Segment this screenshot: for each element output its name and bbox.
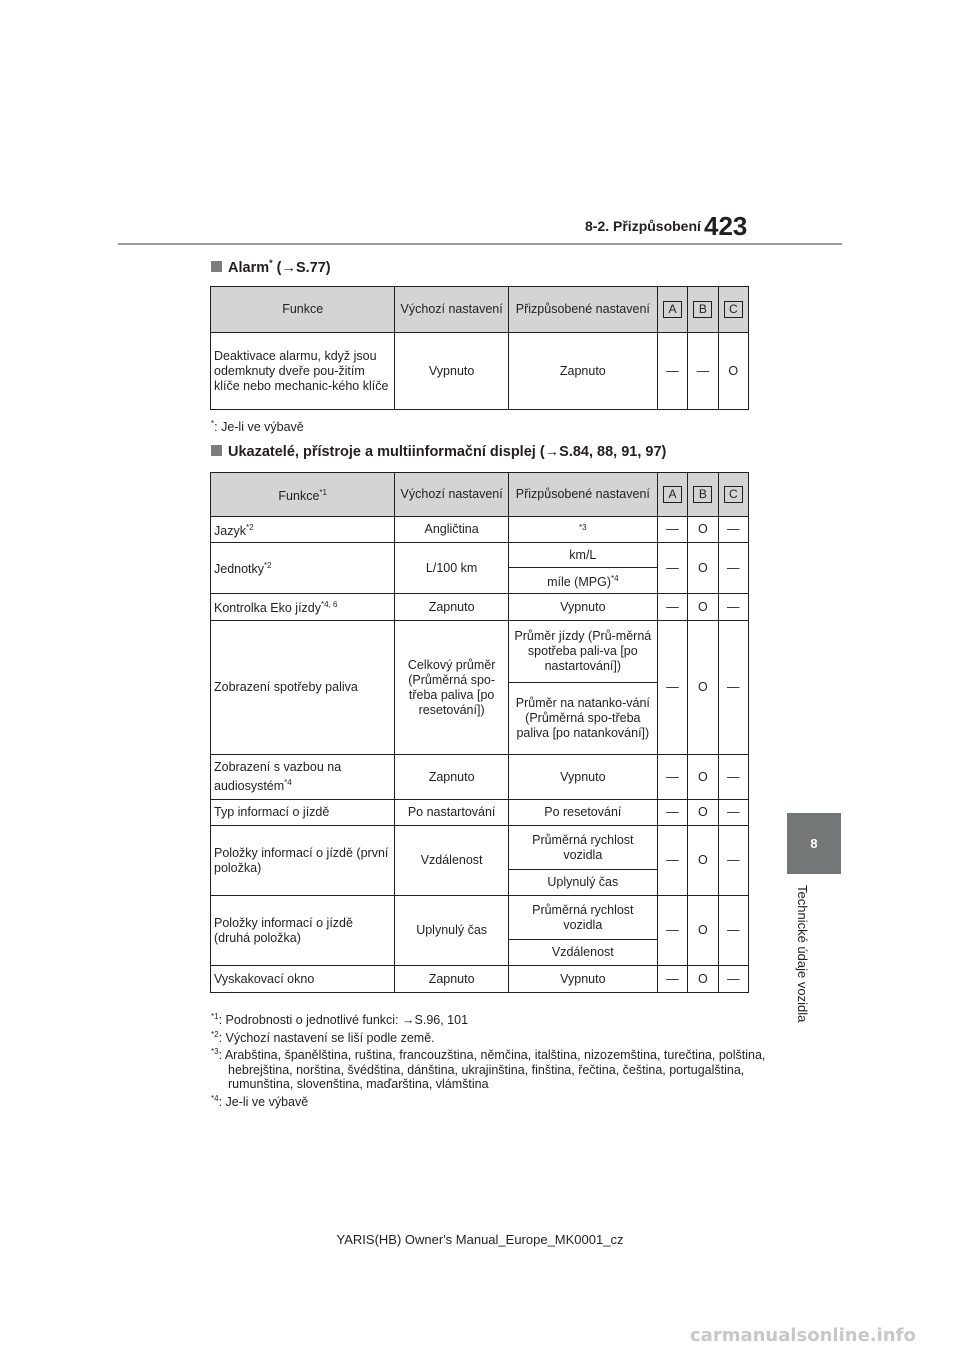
table-row (211, 333, 749, 410)
cell-default: Po nastartování (395, 800, 508, 826)
cell-custom: Vypnuto (508, 966, 657, 993)
cell-function (211, 755, 395, 800)
cell-default: Zapnuto (395, 755, 508, 800)
bullet-square-icon (211, 261, 222, 272)
cell-default: Celkový průměr (Průměrná spo-třeba paliva [po resetování]) (395, 621, 508, 755)
cell-c: — (718, 594, 748, 621)
cell-custom: Průměrná rychlost vozidla (508, 896, 657, 940)
cell-c: — (718, 800, 748, 826)
cell-custom: Vypnuto (508, 755, 657, 800)
cell-a: — (657, 517, 687, 543)
cell-default: Vzdálenost (395, 826, 508, 896)
cell-custom: km/L (508, 543, 657, 568)
alarm-title: Alarm (228, 259, 270, 276)
col-c (718, 473, 748, 517)
chapter-tab (787, 813, 841, 874)
col-a-box: A (663, 486, 682, 503)
cell-b: O (688, 543, 718, 594)
cell-function-text: Jednotky (214, 562, 265, 577)
gauges-title: Ukazatelé, přístroje a multiinformační displej (→S.84, 88, 91, 97) (228, 444, 667, 460)
cell-default: Uplynulý čas (395, 896, 508, 966)
cell-default: Angličtina (395, 517, 508, 543)
cell-c: — (718, 896, 748, 966)
cell-default: L/100 km (395, 543, 508, 594)
note-mark: * (211, 419, 215, 428)
col-default: Výchozí nastavení (395, 473, 508, 517)
table-row (211, 800, 749, 826)
footer-manual-id: YARIS(HB) Owner's Manual_Europe_MK0001_cz (336, 1232, 624, 1247)
footnote-text: : Podrobnosti o jednotlivé funkci: →S.96, 101 (218, 1013, 469, 1028)
gauges-heading (211, 444, 666, 460)
col-function-sup: *1 (319, 487, 327, 497)
footnote-mark: *2 (211, 1029, 219, 1039)
cell-default: Zapnuto (395, 594, 508, 621)
col-custom: Přizpůsobené nastavení (508, 287, 657, 333)
cell-b: O (688, 896, 718, 966)
alarm-ref: (→S.77) (272, 259, 331, 276)
cell-function: Typ informací o jízdě (211, 800, 395, 826)
cell-c: O (718, 333, 748, 410)
footnote (211, 1045, 771, 1092)
table-row (211, 755, 749, 800)
cell-function-sup: *2 (264, 561, 272, 571)
col-b-box: B (693, 486, 712, 503)
alarm-title-sup: * (269, 258, 273, 268)
footnote-text: : Výchozí nastavení se liší podle země. (218, 1030, 435, 1045)
cell-c: — (718, 543, 748, 594)
alarm-table (210, 286, 749, 410)
col-a-box: A (663, 301, 682, 318)
col-function (211, 473, 395, 517)
cell-custom: Zapnuto (508, 333, 657, 410)
cell-function-sup: *4, 6 (321, 600, 338, 610)
cell-b: O (688, 621, 718, 755)
alarm-heading (211, 258, 331, 276)
table-row (211, 543, 749, 568)
cell-a: — (657, 896, 687, 966)
cell-default: Zapnuto (395, 966, 508, 993)
header-divider (118, 243, 842, 245)
col-b (688, 473, 718, 517)
table-row (211, 966, 749, 993)
cell-c: — (718, 966, 748, 993)
watermark: carmanualsonline.info (690, 1325, 916, 1346)
col-b (688, 287, 718, 333)
col-default: Výchozí nastavení (395, 287, 508, 333)
cell-custom: Průměr jízdy (Prů-měrná spotřeba pali-va [po nastartování]) (508, 621, 657, 683)
cell-function (211, 543, 395, 594)
col-function-label: Funkce (278, 489, 320, 504)
chapter-side-label (794, 885, 810, 1045)
cell-b: O (688, 517, 718, 543)
table-row (211, 594, 749, 621)
table-row (211, 517, 749, 543)
cell-custom-sup: *4 (610, 573, 619, 583)
cell-b: O (688, 594, 718, 621)
footnote-mark: *1 (211, 1012, 219, 1021)
alarm-note (211, 417, 304, 434)
cell-default: Vypnuto (395, 333, 508, 410)
col-c-box: C (724, 301, 743, 318)
gauges-table (210, 472, 749, 993)
col-a (657, 473, 687, 517)
cell-a: — (657, 594, 687, 621)
cell-a: — (657, 826, 687, 896)
cell-b: O (688, 755, 718, 800)
cell-function-sup: *4 (284, 777, 292, 787)
cell-c: — (718, 621, 748, 755)
cell-function-sup: *2 (245, 522, 254, 532)
cell-function: Zobrazení spotřeby paliva (211, 621, 395, 755)
cell-a: — (657, 755, 687, 800)
col-a (657, 287, 687, 333)
col-b-box: B (693, 301, 712, 318)
page-number: 423 (704, 211, 748, 241)
footnote-mark: *4 (211, 1093, 219, 1103)
footnotes (211, 1010, 771, 1110)
cell-function (211, 594, 395, 621)
col-c-box: C (724, 486, 743, 503)
cell-custom (508, 568, 657, 594)
cell-custom: Uplynulý čas (508, 870, 657, 896)
cell-function (211, 517, 395, 543)
cell-b: O (688, 826, 718, 896)
cell-custom-text: míle (MPG) (547, 575, 611, 590)
cell-a: — (657, 333, 687, 410)
cell-function: Položky informací o jízdě (druhá položka) (211, 896, 395, 966)
cell-b: O (688, 800, 718, 826)
cell-function-text: Zobrazení s vazbou na audiosystém (214, 759, 342, 794)
chapter-number: 8 (810, 836, 818, 851)
cell-custom: Vypnuto (508, 594, 657, 621)
cell-b: — (688, 333, 718, 410)
table-row (211, 826, 749, 870)
cell-function-text: Jazyk (214, 524, 246, 539)
cell-a: — (657, 966, 687, 993)
cell-c: — (718, 517, 748, 543)
bullet-square-icon (211, 445, 222, 456)
footnote-text: : Je-li ve výbavě (218, 1095, 309, 1110)
cell-a: — (657, 543, 687, 594)
cell-a: — (657, 621, 687, 755)
note-text: : Je-li ve výbavě (214, 420, 304, 435)
col-c (718, 287, 748, 333)
cell-c: — (718, 826, 748, 896)
footnote (211, 1092, 771, 1110)
cell-c: — (718, 755, 748, 800)
cell-custom-sup: *3 (579, 522, 587, 532)
cell-function: Deaktivace alarmu, když jsou odemknuty dveře pou-žitím klíče nebo mechanic-kého klíče (211, 333, 395, 410)
footnote-mark: *3 (211, 1047, 219, 1057)
cell-b: O (688, 966, 718, 993)
cell-custom: Po resetování (508, 800, 657, 826)
cell-a: — (657, 800, 687, 826)
cell-custom (508, 517, 657, 543)
col-custom: Přizpůsobené nastavení (508, 473, 657, 517)
cell-custom: Průměr na natanko-vání (Průměrná spo-třeba paliva [po natankování]) (508, 683, 657, 755)
section-title: 8-2. Přizpůsobení (585, 218, 701, 234)
table-row (211, 621, 749, 683)
cell-function-text: Kontrolka Eko jízdy (214, 601, 321, 616)
cell-custom: Vzdálenost (508, 940, 657, 966)
footnote (211, 1028, 771, 1046)
table-row (211, 896, 749, 940)
col-function: Funkce (211, 287, 395, 333)
footnote (211, 1010, 771, 1028)
footnote-text: : Arabština, španělština, ruština, francouzština, němčina, italština, nizozemština, turečtina, polština, hebrejština, norština, švédština, dánština, ukrajinština, finština, řečtina, čeština, portugalština, rumunština, slovenština, maďarština, vlámština (218, 1048, 766, 1092)
cell-function: Položky informací o jízdě (první položka) (211, 826, 395, 896)
chapter-side-text: Technické údaje vozidla (795, 885, 810, 1023)
cell-custom: Průměrná rychlost vozidla (508, 826, 657, 870)
cell-function: Vyskakovací okno (211, 966, 395, 993)
